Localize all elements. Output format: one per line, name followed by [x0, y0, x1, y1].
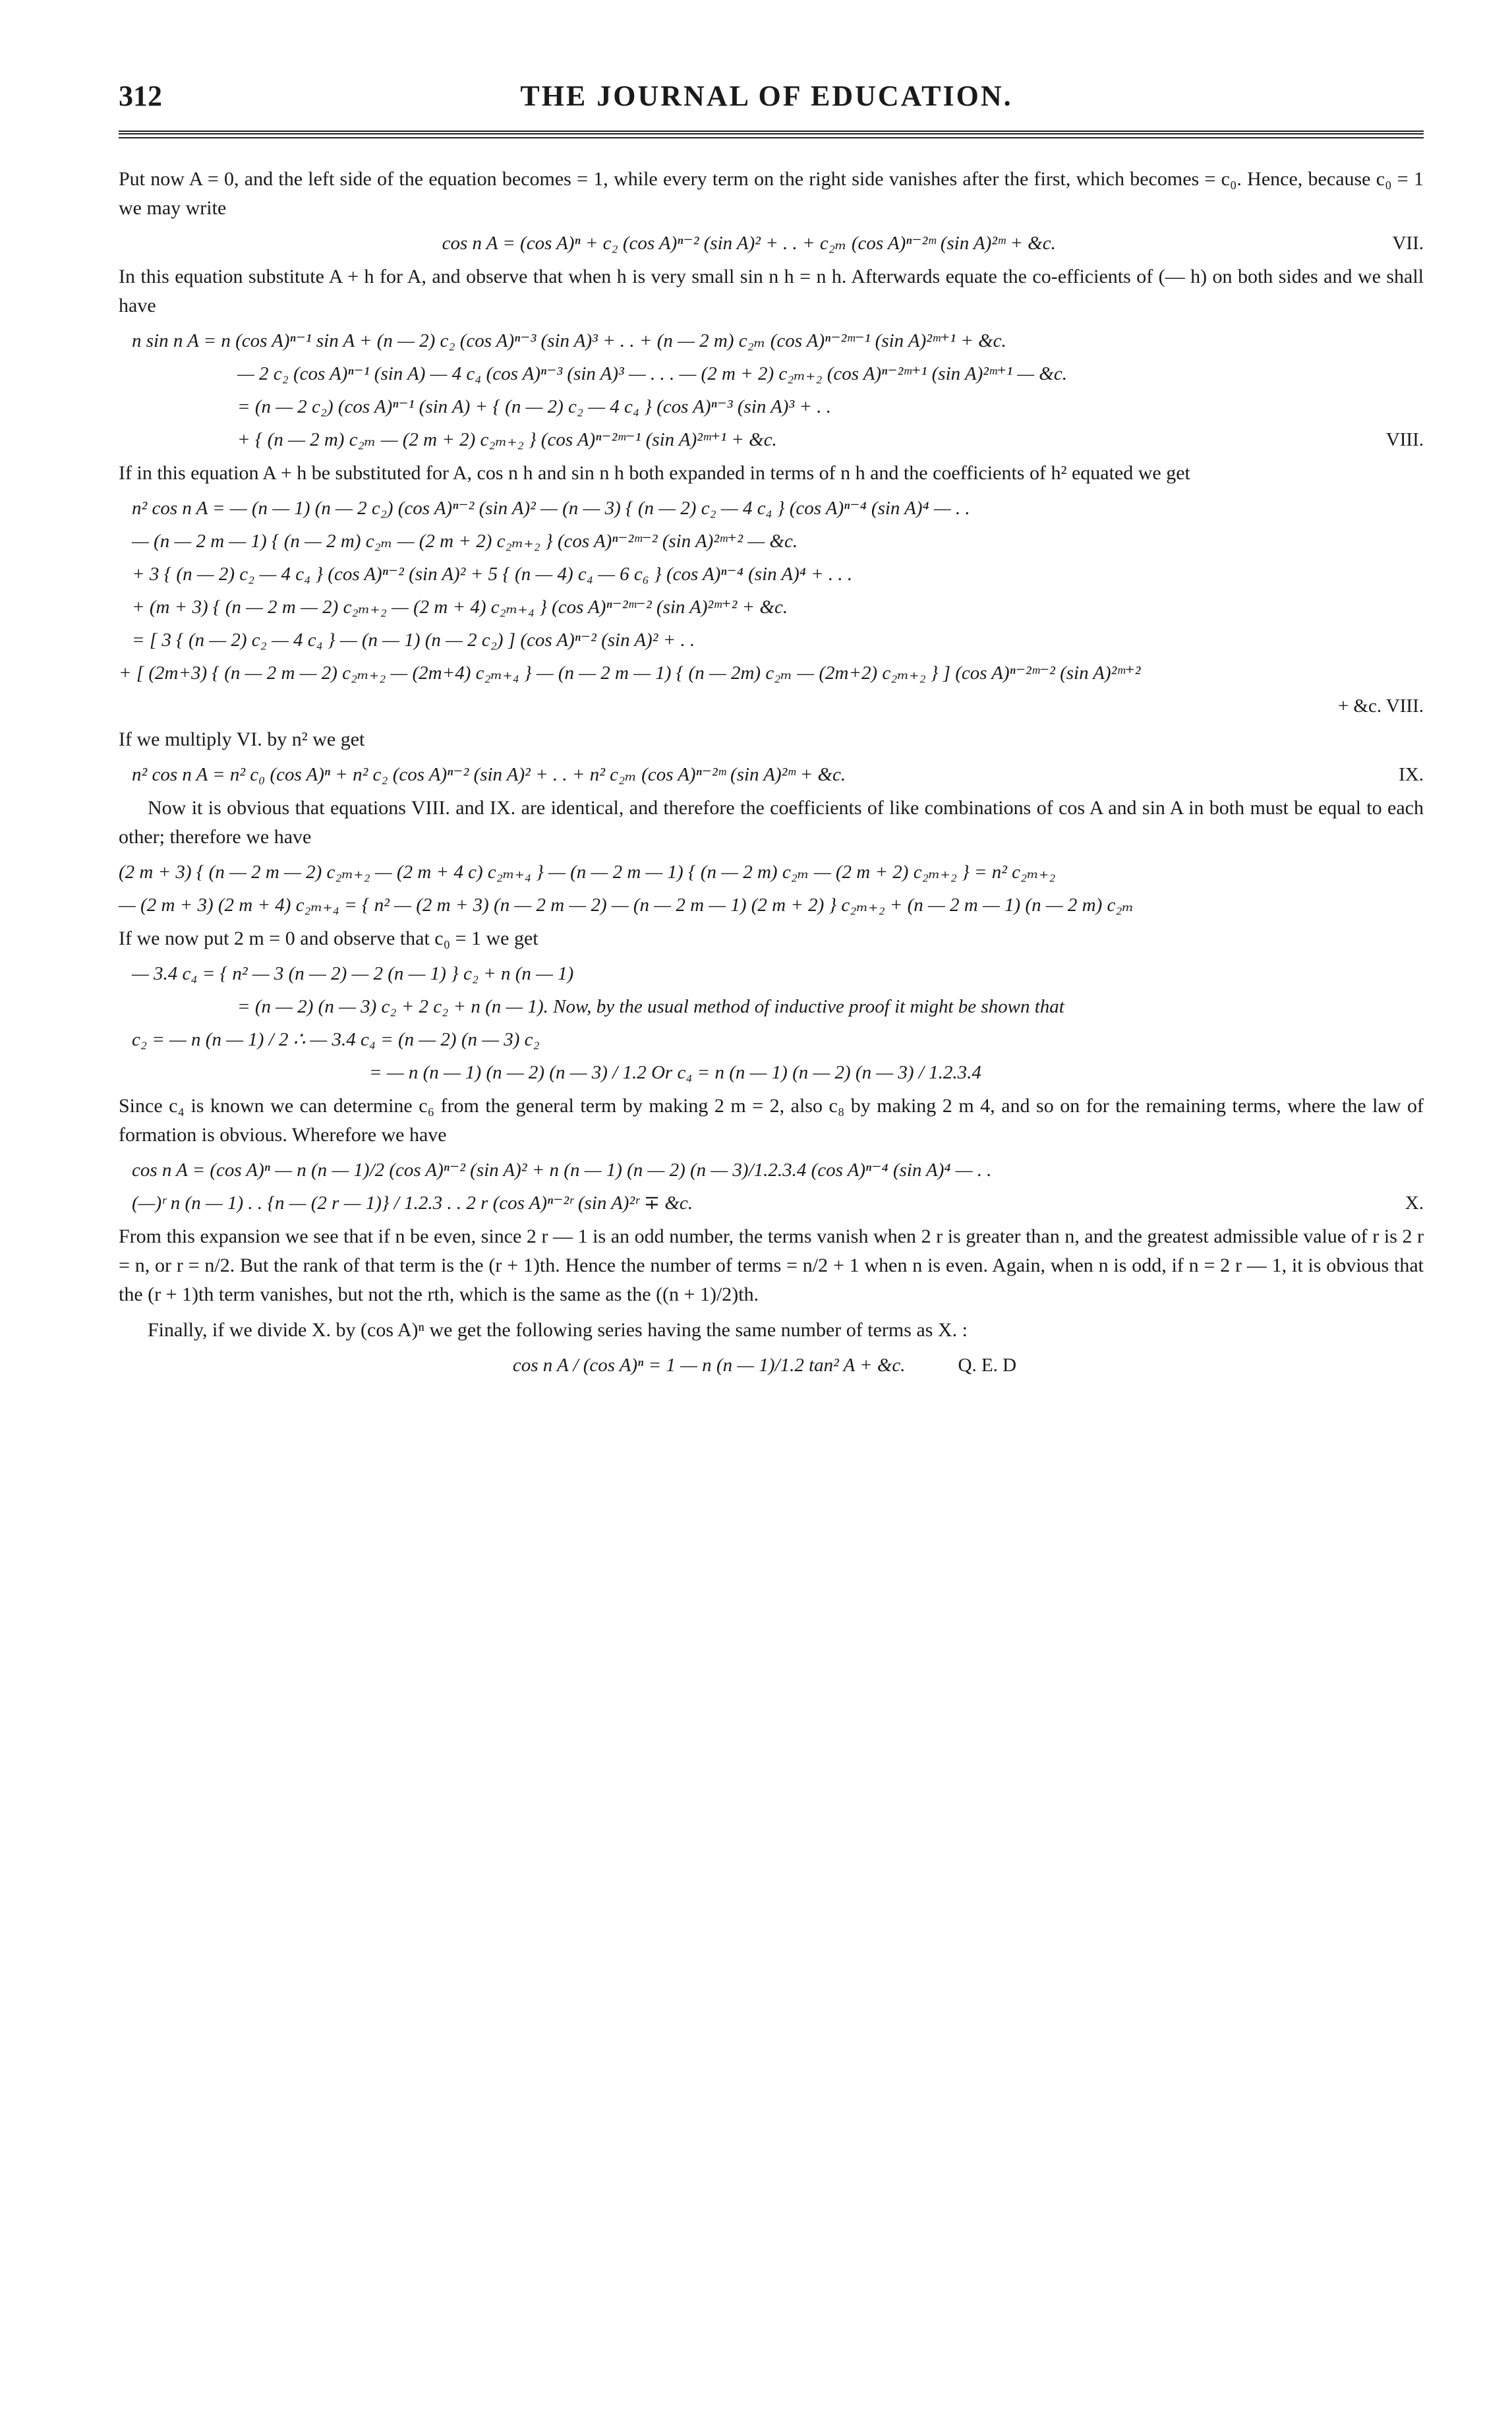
- equation-body: = (n — 2 c₂) (cos A)ⁿ⁻¹ (sin A) + { (n — 2) c₂ — 4 c₄ } (cos A)ⁿ⁻³ (sin A)³ + . .: [237, 396, 831, 417]
- equation-label: X.: [1405, 1193, 1424, 1214]
- equation-label: VII.: [1392, 233, 1424, 254]
- equation-body: — 3.4 c₄ = { n² — 3 (n — 2) — 2 (n — 1) } c₂ + n (n — 1): [132, 963, 574, 984]
- equation: [119, 229, 1424, 257]
- equation-body: + [ (2m+3) { (n — 2 m — 2) c₂ₘ₊₂ — (2m+4) c₂ₘ₊₄ } — (n — 2 m — 1) { (n — 2m) c₂ₘ — (2m+2) c₂ₘ₊₂ } ] (cos A)ⁿ⁻²ᵐ⁻² (sin A)²ᵐ⁺²: [119, 663, 1141, 684]
- equation-body: — (n — 2 m — 1) { (n — 2 m) c₂ₘ — (2 m + 2) c₂ₘ₊₂ } (cos A)ⁿ⁻²ᵐ⁻² (sin A)²ᵐ⁺² — &c.: [132, 531, 798, 552]
- equation: [119, 1059, 1424, 1086]
- equation-body: — 2 c₂ (cos A)ⁿ⁻¹ (sin A) — 4 c₄ (cos A)ⁿ⁻³ (sin A)³ — . . . — (2 m + 2) c₂ₘ₊₂ (cos A)ⁿ⁻²ᵐ⁺¹ (sin A)²ᵐ⁺¹ — &c.: [237, 363, 1067, 384]
- qed-mark: Q. E. D: [958, 1355, 1017, 1376]
- equation-body: n² cos n A = n² c₀ (cos A)ⁿ + n² c₂ (cos A)ⁿ⁻² (sin A)² + . . + n² c₂ₘ (cos A)ⁿ⁻²ᵐ (sin A)²ᵐ + &c.: [132, 764, 846, 785]
- equation-body: + (m + 3) { (n — 2 m — 2) c₂ₘ₊₂ — (2 m + 4) c₂ₘ₊₄ } (cos A)ⁿ⁻²ᵐ⁻² (sin A)²ᵐ⁺² + &c.: [132, 597, 788, 618]
- equation: [119, 659, 1424, 687]
- equation: [119, 993, 1424, 1020]
- paragraph: If in this equation A + h be substituted for A, cos n h and sin n h both expanded in terms of n h and the coefficients of h² equated we get: [119, 462, 1190, 484]
- equation-body: = [ 3 { (n — 2) c₂ — 4 c₄ } — (n — 1) (n — 2 c₂) ] (cos A)ⁿ⁻² (sin A)² + . .: [132, 630, 695, 651]
- equation: [119, 761, 1424, 788]
- equation: [119, 327, 1424, 355]
- equation: [119, 626, 1424, 654]
- equation-body: (2 m + 3) { (n — 2 m — 2) c₂ₘ₊₂ — (2 m + 4 c) c₂ₘ₊₄ } — (n — 2 m — 1) { (n — 2 m) c₂ₘ — (2 m + 2) c₂ₘ₊₂ } = n² c₂ₘ₊₂: [119, 862, 1056, 883]
- journal-page: [119, 79, 1424, 1384]
- page-header: [119, 79, 1424, 121]
- equation: [119, 494, 1424, 522]
- equation: [119, 426, 1424, 454]
- equation: [119, 1156, 1424, 1184]
- equation-body: = — n (n — 1) (n — 2) (n — 3) / 1.2 Or c₄ = n (n — 1) (n — 2) (n — 3) / 1.2.3.4: [369, 1062, 981, 1083]
- equation-body: c₂ = — n (n — 1) / 2 ∴ — 3.4 c₄ = (n — 2) (n — 3) c₂: [132, 1029, 540, 1050]
- paragraph: Since c₄ is known we can determine c₆ from the general term by making 2 m = 2, also c₈ by making 2 m 4, and so on for the remaining terms, where the law of formation is obvious. Wherefore we have: [119, 1095, 1424, 1146]
- equation: [119, 960, 1424, 988]
- equation-body: n sin n A = n (cos A)ⁿ⁻¹ sin A + (n — 2) c₂ (cos A)ⁿ⁻³ (sin A)³ + . . + (n — 2 m) c₂ₘ (cos A)ⁿ⁻²ᵐ⁻¹ (sin A)²ᵐ⁺¹ + &c.: [132, 330, 1006, 351]
- article-body: [119, 165, 1424, 1379]
- equation: [119, 692, 1424, 720]
- paragraph: If we now put 2 m = 0 and observe that c₀ = 1 we get: [119, 928, 538, 949]
- equation: [119, 1351, 1424, 1379]
- equation: [119, 593, 1424, 621]
- equation-body: cos n A = (cos A)ⁿ + c₂ (cos A)ⁿ⁻² (sin A)² + . . + c₂ₘ (cos A)ⁿ⁻²ᵐ (sin A)²ᵐ + &c.: [442, 233, 1056, 254]
- equation-body: = (n — 2) (n — 3) c₂ + 2 c₂ + n (n — 1). Now, by the usual method of inductive proof it might be shown that: [237, 996, 1064, 1017]
- equation: [119, 1189, 1424, 1217]
- equation-label: IX.: [1399, 764, 1424, 785]
- equation-body: n² cos n A = — (n — 1) (n — 2 c₂) (cos A)ⁿ⁻² (sin A)² — (n — 3) { (n — 2) c₂ — 4 c₄ } (cos A)ⁿ⁻⁴ (sin A)⁴ — . .: [132, 498, 970, 519]
- header-rule: [119, 131, 1424, 138]
- paragraph: Finally, if we divide X. by (cos A)ⁿ we get the following series having the same number of terms as X. :: [148, 1319, 968, 1341]
- equation: [119, 1026, 1424, 1053]
- paragraph: Now it is obvious that equations VIII. and IX. are identical, and therefore the coefficients of like combinations of cos A and sin A in both must be equal to each other; therefore we have: [119, 797, 1424, 848]
- equation-body: (—)ʳ n (n — 1) . . {n — (2 r — 1)} / 1.2.3 . . 2 r (cos A)ⁿ⁻²ʳ (sin A)²ʳ ∓ &c.: [132, 1193, 693, 1214]
- equation-label: + &c. VIII.: [1337, 695, 1424, 717]
- equation-body: + 3 { (n — 2) c₂ — 4 c₄ } (cos A)ⁿ⁻² (sin A)² + 5 { (n — 4) c₄ — 6 c₆ } (cos A)ⁿ⁻⁴ (sin A)⁴ + . . .: [132, 564, 853, 585]
- equation: [119, 891, 1424, 919]
- paragraph: Put now A = 0, and the left side of the equation becomes = 1, while every term on the right side vanishes after the first, which becomes = c₀. Hence, because c₀ = 1 we may write: [119, 168, 1424, 219]
- equation: [119, 360, 1424, 388]
- equation: [119, 527, 1424, 555]
- paragraph: If we multiply VI. by n² we get: [119, 728, 365, 750]
- paragraph: In this equation substitute A + h for A, and observe that when h is very small sin n h = n h. Afterwards equate the co-efficients of (— h) on both sides and we shall have: [119, 266, 1424, 316]
- equation-body: cos n A / (cos A)ⁿ = 1 — n (n — 1)/1.2 tan² A + &c. Q. E. D: [512, 1355, 1017, 1376]
- page-number: 312: [119, 80, 162, 112]
- equation-body: — (2 m + 3) (2 m + 4) c₂ₘ₊₄ = { n² — (2 m + 3) (n — 2 m — 2) — (n — 2 m — 1) (2 m + 2) } c₂ₘ₊₂ + (n — 2 m — 1) (n — 2 m) c₂ₘ: [119, 895, 1134, 916]
- equation: [119, 393, 1424, 421]
- equation-body: + { (n — 2 m) c₂ₘ — (2 m + 2) c₂ₘ₊₂ } (cos A)ⁿ⁻²ᵐ⁻¹ (sin A)²ᵐ⁺¹ + &c.: [237, 429, 777, 450]
- equation: [119, 560, 1424, 588]
- equation-label: VIII.: [1385, 429, 1424, 450]
- equation-body: cos n A = (cos A)ⁿ — n (n — 1)/2 (cos A)ⁿ⁻² (sin A)² + n (n — 1) (n — 2) (n — 3)/1.2.3.4 (cos A)ⁿ⁻⁴ (sin A)⁴ — . .: [132, 1160, 992, 1181]
- paragraph: From this expansion we see that if n be even, since 2 r — 1 is an odd number, the terms vanish when 2 r is greater than n, and the greatest admissible value of r is 2 r = n, or r = n/2. But the rank of that term is the (r + 1)th. Hence the number of terms = n/2 + 1 when n is even. Again, when n is odd, if n = 2 r — 1, it is obvious that the (r + 1)th term vanishes, but not the rth, which is the same as the ((n + 1)/2)th.: [119, 1225, 1424, 1305]
- journal-title: THE JOURNAL OF EDUCATION.: [520, 80, 1013, 112]
- equation: [119, 858, 1424, 886]
